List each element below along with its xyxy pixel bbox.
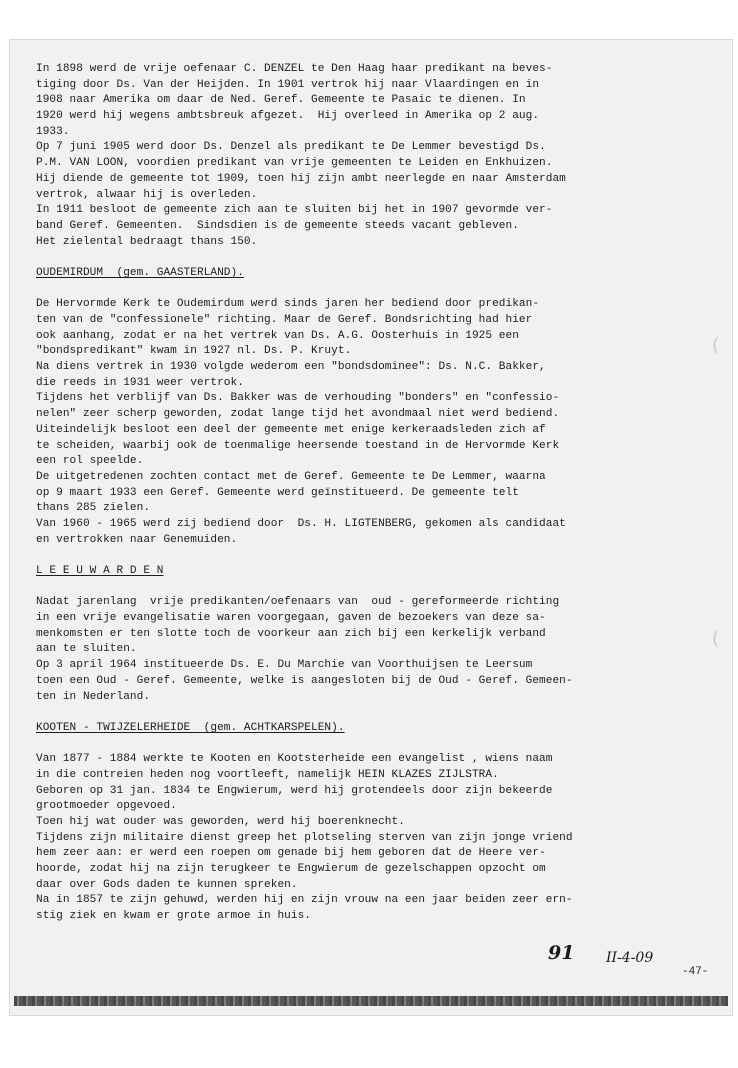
hole-punch-mark: ( — [712, 335, 720, 356]
text-line: nelen" zeer scherp geworden, zodat lange tijd het avondmaal niet werd bediend. — [36, 408, 560, 421]
text-line: ten in Nederland. — [36, 690, 151, 703]
text-line: stig ziek en kwam er grote armoe in huis. — [36, 910, 312, 923]
text-line: Toen hij wat ouder was geworden, werd hij boerenknecht. — [36, 816, 405, 828]
text-line: Op 7 juni 1905 werd door Ds. Denzel als predikant te De Lemmer bevestigd Ds. — [36, 141, 546, 154]
text-line: grootmoeder opgevoed. — [36, 800, 177, 813]
text-line: Na diens vertrek in 1930 volgde wederom een "bondsdominee": Ds. N.C. Bakker, — [36, 361, 546, 374]
text-line: tiging door Ds. Van der Heijden. In 1901 vertrok hij naar Vlaardingen en in — [36, 78, 540, 91]
text-line: De Hervormde Kerk te Oudemirdum werd sinds jaren her bediend door predikan- — [36, 298, 540, 311]
text-line: Nadat jarenlang vrije predikanten/oefenaars van oud - gereformeerde richting — [36, 596, 560, 609]
text-line: De uitgetredenen zochten contact met de Geref. Gemeente te De Lemmer, waarna — [36, 470, 546, 483]
section-heading: L E E U W A R D E N — [36, 565, 164, 577]
text-line: Op 3 april 1964 institueerde Ds. E. Du Marchie van Voorthuijsen te Leersum — [36, 659, 533, 672]
blank-line — [36, 548, 700, 564]
text-line: ook aanhang, zodat er na het vertrek van Ds. A.G. Oosterhuis in 1925 een — [36, 329, 519, 342]
text-line: op 9 maart 1933 een Geref. Gemeente werd geïnstitueerd. De gemeente telt — [36, 486, 519, 499]
text-line: Van 1960 - 1965 werd zij bediend door Ds. H. LIGTENBERG, gekomen als candidaat — [36, 517, 566, 530]
section-heading: OUDEMIRDUM (gem. GAASTERLAND). — [36, 266, 244, 279]
text-line: 1920 werd hij wegens ambtsbreuk afgezet. Hij overleed in Amerika op 2 aug. — [36, 110, 540, 123]
text-line: daar over Gods daden te kunnen spreken. — [36, 878, 298, 891]
text-line: en vertrokken naar Genemuiden. — [36, 533, 238, 546]
text-line: in een vrije evangelisatie waren voorgegaan, gaven de bezoekers van deze sa- — [36, 612, 546, 625]
text-line: thans 285 zielen. — [36, 502, 151, 515]
text-line: hoorde, zodat hij na zijn terugkeer te Engwierum de gezelschappen opzocht om — [36, 863, 546, 876]
text-line: band Geref. Gemeenten. Sindsdien is de gemeente steeds vacant gebleven. — [36, 219, 519, 232]
text-line: vertrok, alwaar hij is overleden. — [36, 188, 258, 201]
text-line: Hij diende de gemeente tot 1909, toen hij zijn ambt neerlegde en naar Amsterdam — [36, 172, 566, 185]
text-line: Het zielental bedraagt thans 150. — [36, 235, 258, 248]
scan-bottom-edge — [14, 996, 728, 1006]
text-line: 1933. — [36, 125, 70, 138]
text-line: Tijdens zijn militaire dienst greep het plotseling sterven van zijn jonge vriend — [36, 831, 573, 844]
blank-line — [36, 250, 700, 266]
text-line: menkomsten er ten slotte toch de voorkeur aan zich bij een kerkelijk verband — [36, 627, 546, 640]
text-line: In 1911 besloot de gemeente zich aan te sluiten bij het in 1907 gevormde ver- — [36, 204, 553, 217]
blank-line — [36, 705, 700, 721]
text-line: die reeds in 1931 weer vertrok. — [36, 376, 244, 389]
text-line: Tijdens het verblijf van Ds. Bakker was de verhouding "bonders" en "confessio- — [36, 392, 560, 405]
text-line: In 1898 werd de vrije oefenaar C. DENZEL te Den Haag haar predikant na beves- — [36, 63, 553, 75]
page-number: -47- — [682, 966, 709, 978]
section-heading: KOOTEN - TWIJZELERHEIDE (gem. ACHTKARSPELEN). — [36, 721, 345, 734]
text-line: een rol speelde. — [36, 455, 144, 468]
text-line: 1908 naar Amerika om daar de Ned. Geref. Gemeente te Pasaic te dienen. In — [36, 94, 526, 107]
text-line: hem zeer aan: er werd een roepen om genade bij hem geboren dat de Heere ver- — [36, 847, 546, 860]
document-text — [36, 62, 700, 925]
text-line: Van 1877 - 1884 werkte te Kooten en Kootsterheide een evangelist , wiens naam — [36, 753, 553, 766]
text-line: Uiteindelijk besloot een deel der gemeente met enige kerkeraadsleden zich af — [36, 423, 546, 436]
text-line: "bondspredikant" kwam in 1927 nl. Ds. P. Kruyt. — [36, 345, 352, 358]
text-line: ten van de "confessionele" richting. Maar de Geref. Bondsrichting had hier — [36, 314, 533, 326]
text-line: te scheiden, waarbij ook de toenmalige heersende toestand in de Hervormde Kerk — [36, 439, 560, 452]
blank-line — [36, 737, 700, 753]
handwritten-number: 91 — [548, 942, 575, 964]
blank-line — [36, 580, 700, 596]
handwritten-date: II-4-09 — [606, 950, 654, 966]
text-line: P.M. VAN LOON, voordien predikant van vrije gemeenten te Leiden en Enkhuizen. — [36, 157, 553, 170]
text-line: in die contreien heden nog voortleeft, namelijk HEIN KLAZES ZIJLSTRA. — [36, 768, 499, 781]
hole-punch-mark: ( — [712, 628, 720, 649]
text-line: aan te sluiten. — [36, 643, 137, 656]
blank-line — [36, 282, 700, 298]
text-line: toen een Oud - Geref. Gemeente, welke is aangesloten bij de Oud - Geref. Gemeen- — [36, 674, 573, 687]
text-line: Na in 1857 te zijn gehuwd, werden hij en zijn vrouw na een jaar beiden zeer ern- — [36, 894, 573, 907]
text-line: Geboren op 31 jan. 1834 te Engwierum, werd hij grotendeels door zijn bekeerde — [36, 784, 553, 797]
